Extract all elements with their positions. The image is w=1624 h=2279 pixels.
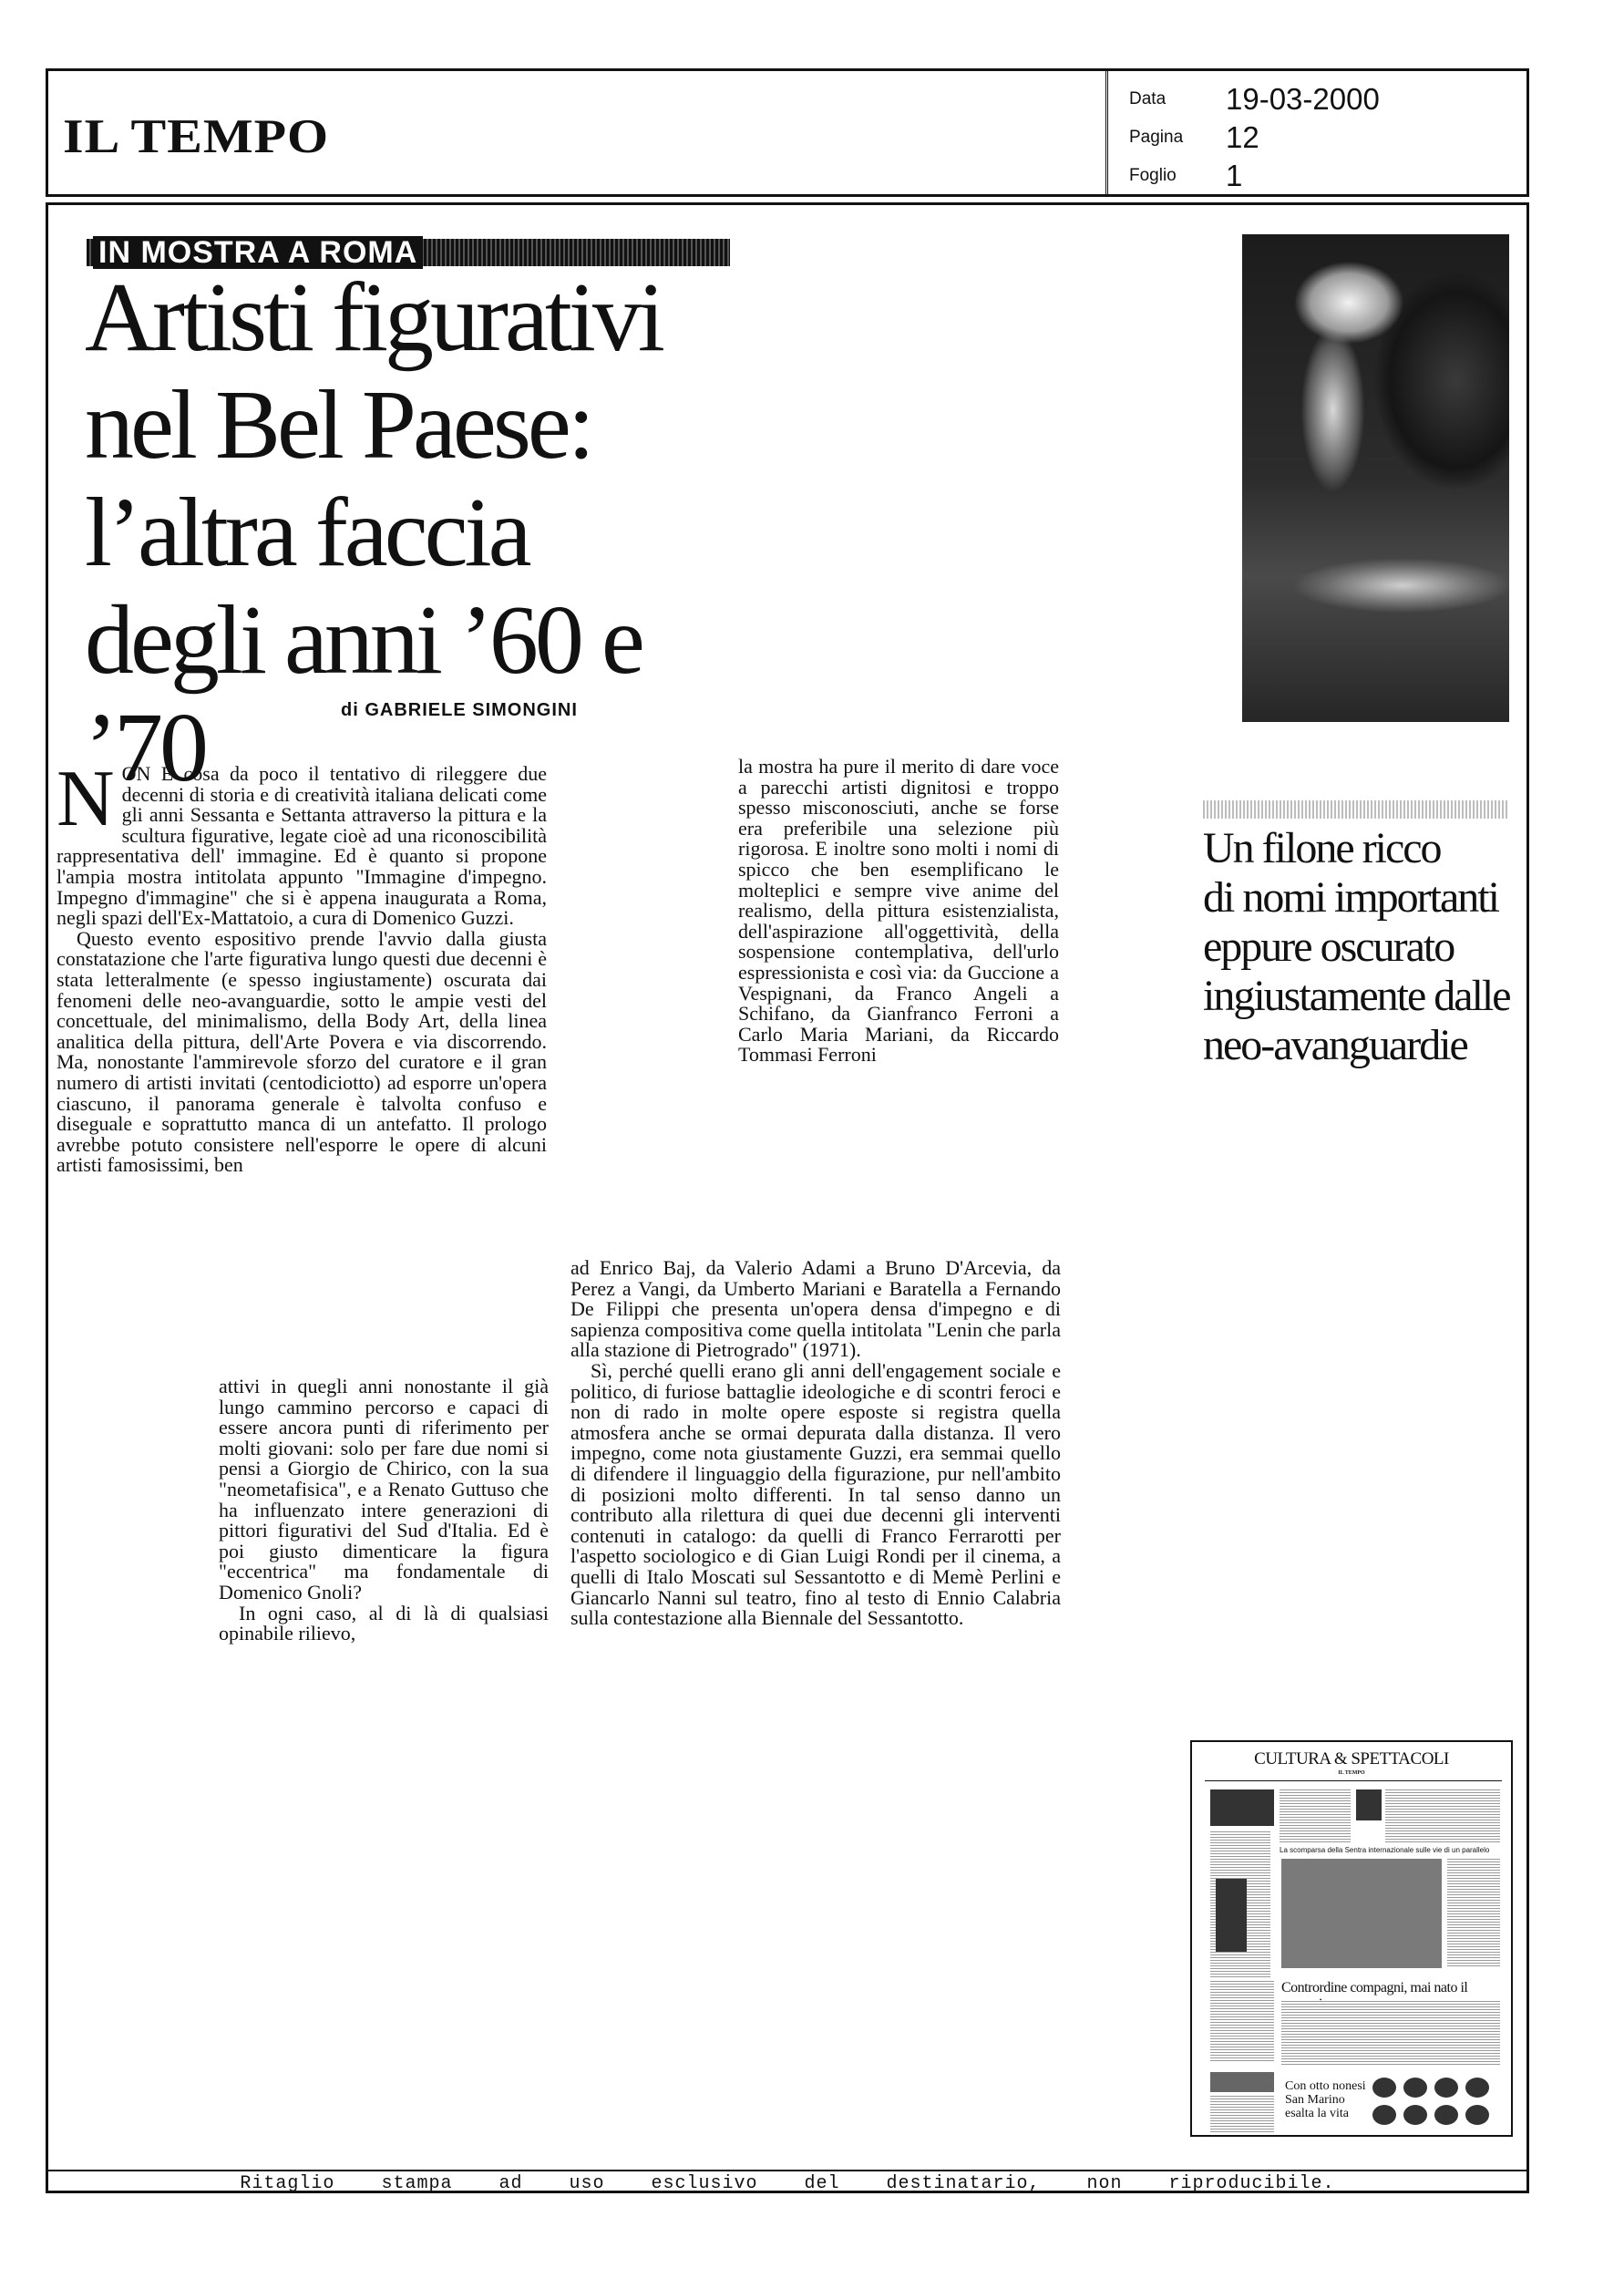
thumbnail-photo-block [1372, 2078, 1396, 2098]
page-thumbnail [1190, 1740, 1513, 2137]
clipping-notice: Ritaglio stampa ad uso esclusivo del destinatario, non riproducibile. [240, 2173, 1335, 2194]
meta-page-label: Pagina [1129, 128, 1184, 147]
thumbnail-photo-block [1465, 2078, 1489, 2098]
masthead-box [46, 68, 1529, 197]
thumbnail-text-block [1210, 2096, 1274, 2132]
artwork-photo [1242, 234, 1509, 722]
paragraph: ad Enrico Baj, da Valerio Adami a Bruno D'Arcevia, da Perez a Vangi, da Umberto Mariani e Baratella a Fernando De Filippi che presenta un'opera densa d'impegno e di sapienza compositiva come quella intitolata "Lenin che parla alla stazione di Pietrogrado" (1971). [570, 1256, 1061, 1362]
meta-sheet-label: Foglio [1129, 166, 1177, 185]
thumbnail-headline: Contrordine compagni, mai nato il [1281, 1980, 1468, 1995]
pull-quote-rule [1203, 800, 1509, 819]
thumbnail-photo-block [1434, 2078, 1458, 2098]
thumbnail-section-title: CULTURA & SPETTACOLI [1254, 1749, 1449, 1769]
paragraph: Sì, perché quelli erano gli anni dell'engagement sociale e politico, di furiose battaglie ideologiche e di scontri feroci e non di rado in molte opere esposte si registra quella atmosfera anche se ormai depurata dalla distanza. Il vero impegno, come nota giustamente Guzzi, era semmai quello di difendere il linguaggio della figurazione, pur nell'ambito di posizioni molto differenti. In tal senso danno un contributo alla rilettura di quei due decenni gli interventi contenuti in catalogo: da quelli di Franco Ferrarotti per l'aspetto sociologico e di Gian Luigi Rondi per il cinema, a quelli di Italo Moscati sul Sessantotto e di Memè Perlini e Giancarlo Nanni sul teatro, fino al testo di Ennio Calabria sulla contestazione alla Biennale del Sessantotto. [570, 1358, 1061, 1630]
thumbnail-text-block [1281, 2001, 1500, 2065]
article-column-1-continued [219, 1377, 549, 1645]
pull-quote-line: neo-avanguardie [1203, 1021, 1467, 1069]
thumbnail-photo-block [1356, 1789, 1382, 1820]
thumbnail-photo-block [1403, 2105, 1427, 2125]
thumbnail-headline-block [1210, 1789, 1274, 1826]
paragraph [57, 755, 547, 930]
masthead-divider [1105, 71, 1110, 194]
pull-quote-line: Un filone ricco [1203, 824, 1441, 872]
meta-date [1129, 80, 1380, 119]
pull-quote-line: di nomi importanti [1203, 873, 1498, 922]
headline-line: degli anni ’60 e ’70 [85, 586, 642, 802]
article-column-2-continued [570, 1258, 1061, 1629]
thumbnail-photo-block [1372, 2105, 1396, 2125]
thumbnail-strapline: La scomparsa della Sentra internazionale sulle vie di un parallelo [1280, 1846, 1490, 1854]
paragraph: la mostra ha pure il merito di dare voce a parecchi artisti dignitosi e troppo spesso misconosciuti, anche se forse era preferibile una selezione più rigorosa. E inoltre sono molti i nomi di spicco che ben esemplificano le molteplici e sempre vive anime del realismo, della pittura esistenzialista, dell'aspirazione all'oggettività, della sospensione contemplativa, dell'urlo espressionista e così via: da Guccione a Vespignani, da Franco Angeli a Schifano, da Gianfranco Ferroni a Carlo Maria Mariani, da Riccardo Tommasi Ferroni [738, 755, 1059, 1067]
meta-date-value: 19-03-2000 [1226, 82, 1380, 116]
paragraph-text: ON È cosa da poco il tentativo di rileggere due decenni di storia e di creatività italiana delicati come gli anni Sessanta e Settanta attraverso la pittura e la scultura figurative, legate cioè ad una riconoscibilità rappresentativa dell' immagine. Ed è quanto si propone l'ampia mostra intitolata appunto "Immagine d'impegno. Impegno d'immagine" che si è appena inaugurata a Roma, negli spazi dell'Ex-Mattatoio, a cura di Domenico Guzzi. [57, 762, 547, 930]
thumbnail-masthead: IL TEMPO [1338, 1770, 1365, 1776]
thumbnail-photo-block [1216, 1879, 1247, 1952]
thumbnail-headline: Con otto nonesi San Marino esalta la vita [1285, 2079, 1366, 2120]
paragraph: In ogni caso, al di là di qualsiasi opinabile rilievo, [219, 1601, 549, 1645]
thumbnail-text-block [1210, 1981, 1274, 2063]
section-kicker: IN MOSTRA A ROMA [93, 236, 423, 269]
newspaper-logo: IL TEMPO [63, 108, 330, 163]
meta-date-label: Data [1129, 89, 1167, 108]
pull-quote-line: ingiustamente dalle [1203, 972, 1510, 1020]
headline-line: Artisti figurativi [85, 263, 662, 372]
meta-page-value: 12 [1226, 120, 1259, 154]
article-column-1 [57, 755, 547, 1177]
thumbnail-photo-block [1465, 2105, 1489, 2125]
paragraph: Questo evento espositivo prende l'avvio dalla giusta constatazione che l'arte figurativa lungo questi due decenni è stata letteralmente (e spesso ingiustamente) oscurata dai fenomeni delle neo-avanguardie, sotto le ampie vesti del concettuale, del minimalismo, della Body Art, della linea analitica della pittura, dell'Arte Povera e via discorrendo. Ma, nonostante l'ammirevole sforzo del curatore e il gran numero di artisti invitati (centodiciotto) ad esporre un'opera ciascuno, il panorama generale è talvolta confuso e diseguale e soprattutto manca di un antefatto. Il prologo avrebbe potuto consistere nell'esporre le opere di alcuni artisti famosissimi, ben [57, 926, 547, 1177]
headline-line: l’altra faccia [85, 479, 529, 587]
pull-quote-line: eppure oscurato [1203, 923, 1454, 971]
drop-cap: N [57, 755, 115, 843]
article-column-2 [738, 757, 1059, 1066]
article-headline [85, 264, 777, 802]
headline-line: nel Bel Paese: [85, 371, 591, 480]
thumbnail-rule [1205, 1780, 1502, 1781]
pull-quote [1203, 824, 1531, 1070]
meta-sheet [1129, 157, 1380, 195]
thumbnail-text-block [1280, 1789, 1351, 1842]
meta-sheet-value: 1 [1226, 159, 1243, 192]
byline: di GABRIELE SIMONGINI [341, 700, 578, 720]
thumbnail-text-block [1447, 1859, 1500, 1968]
clipping-metadata [1129, 80, 1380, 195]
thumbnail-box [1210, 2072, 1274, 2092]
thumbnail-photo-block [1403, 2078, 1427, 2098]
thumbnail-photo-block [1434, 2105, 1458, 2125]
paragraph: attivi in quegli anni nonostante il già lungo cammino percorso e capaci di essere ancora punti di riferimento per molti giovani: solo per fare due nomi si pensi a Giorgio de Chirico, con la sua "neometafisica", e a Renato Guttuso che ha influenzato intere generazioni di pittori figurativi del Sud d'Italia. Ed è poi giusto dimenticare la figura "eccentrica" ma fondamentale di Domenico Gnoli? [219, 1375, 549, 1604]
footer-rule [46, 2170, 1529, 2171]
thumbnail-photo-block [1281, 1859, 1442, 1968]
meta-page [1129, 119, 1380, 157]
thumbnail-text-block [1385, 1789, 1500, 1842]
